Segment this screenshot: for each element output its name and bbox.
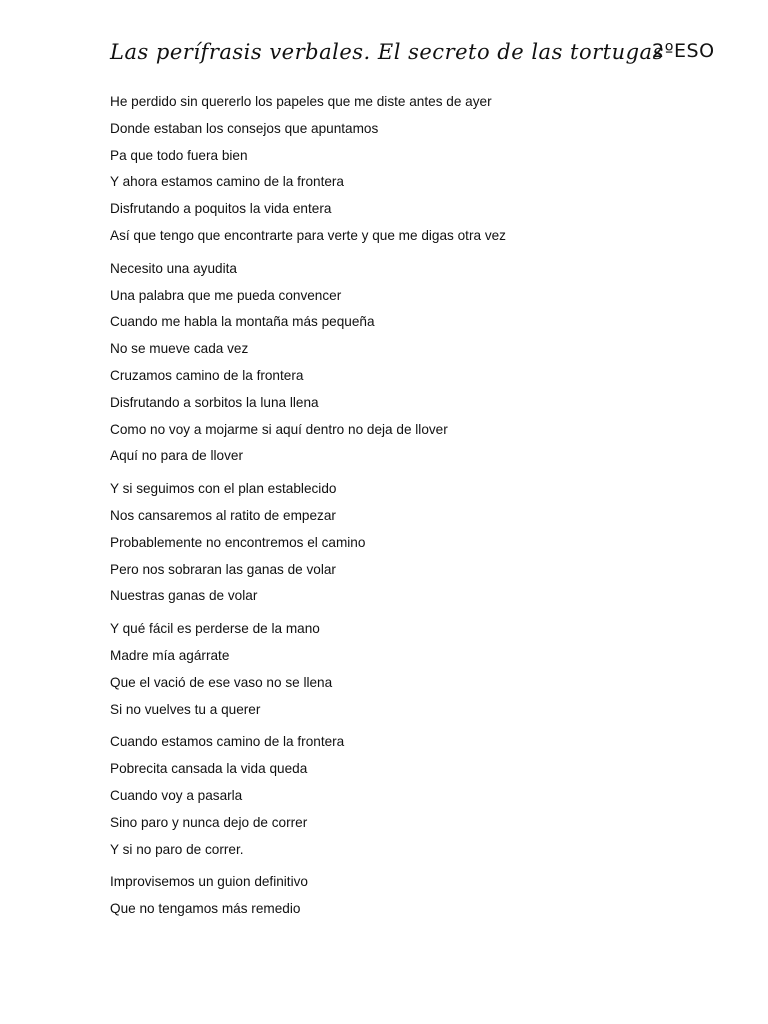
lyric-line: Pa que todo fuera bien bbox=[110, 147, 248, 163]
stanza bbox=[110, 256, 710, 470]
lyric-line: Cuando me habla la montaña más pequeña bbox=[110, 314, 375, 330]
lyric-line: Necesito una ayudita bbox=[110, 260, 237, 276]
lyric-line: Cuando estamos camino de la frontera bbox=[110, 734, 345, 750]
lyric-line: Nuestras ganas de volar bbox=[110, 588, 258, 604]
lyric-line: Que el vació de ese vaso no se llena bbox=[110, 674, 333, 690]
lyric-line: Y qué fácil es perderse de la mano bbox=[110, 621, 320, 637]
lyric-line: Y si seguimos con el plan establecido bbox=[110, 481, 337, 497]
lyric-line: Y si no paro de correr. bbox=[110, 841, 244, 857]
lyric-line: Aquí no para de llover bbox=[110, 448, 244, 464]
lyric-line: Así que tengo que encontrarte para verte y que me digas otra vez bbox=[110, 227, 506, 243]
stanza bbox=[110, 729, 710, 863]
lyric-line: Y ahora estamos camino de la frontera bbox=[110, 174, 344, 190]
lyric-line: Como no voy a mojarme si aquí dentro no deja de llover bbox=[110, 421, 448, 437]
stanza bbox=[110, 869, 710, 923]
lyrics-body bbox=[110, 89, 710, 929]
lyric-line: Cuando voy a pasarla bbox=[110, 787, 243, 803]
course-level: 2ºESO bbox=[652, 40, 715, 62]
lyric-line: Improvisemos un guion definitivo bbox=[110, 874, 308, 890]
lyric-line: Si no vuelves tu a querer bbox=[110, 701, 261, 717]
title-text: Las perífrasis verbales. El secreto de las tortugas bbox=[110, 40, 664, 64]
stanza bbox=[110, 476, 710, 610]
lyric-line: Donde estaban los consejos que apuntamos bbox=[110, 120, 379, 136]
lyric-line: No se mueve cada vez bbox=[110, 341, 249, 357]
lyric-line: He perdido sin quererlo los papeles que me diste antes de ayer bbox=[110, 94, 492, 109]
stanza bbox=[110, 616, 710, 723]
page-title bbox=[110, 40, 715, 64]
stanza bbox=[110, 89, 710, 250]
lyric-line: Que no tengamos más remedio bbox=[110, 901, 301, 917]
lyric-line: Disfrutando a poquitos la vida entera bbox=[110, 201, 332, 217]
lyric-line: Disfrutando a sorbitos la luna llena bbox=[110, 394, 319, 410]
lyric-line: Madre mía agárrate bbox=[110, 647, 230, 663]
lyric-line: Nos cansaremos al ratito de empezar bbox=[110, 507, 336, 523]
lyric-line: Pero nos sobraran las ganas de volar bbox=[110, 561, 336, 577]
lyric-line: Pobrecita cansada la vida queda bbox=[110, 761, 308, 777]
lyric-line: Una palabra que me pueda convencer bbox=[110, 287, 342, 303]
lyric-line: Cruzamos camino de la frontera bbox=[110, 367, 304, 383]
lyric-line: Sino paro y nunca dejo de correr bbox=[110, 814, 308, 830]
lyric-line: Probablemente no encontremos el camino bbox=[110, 534, 366, 550]
